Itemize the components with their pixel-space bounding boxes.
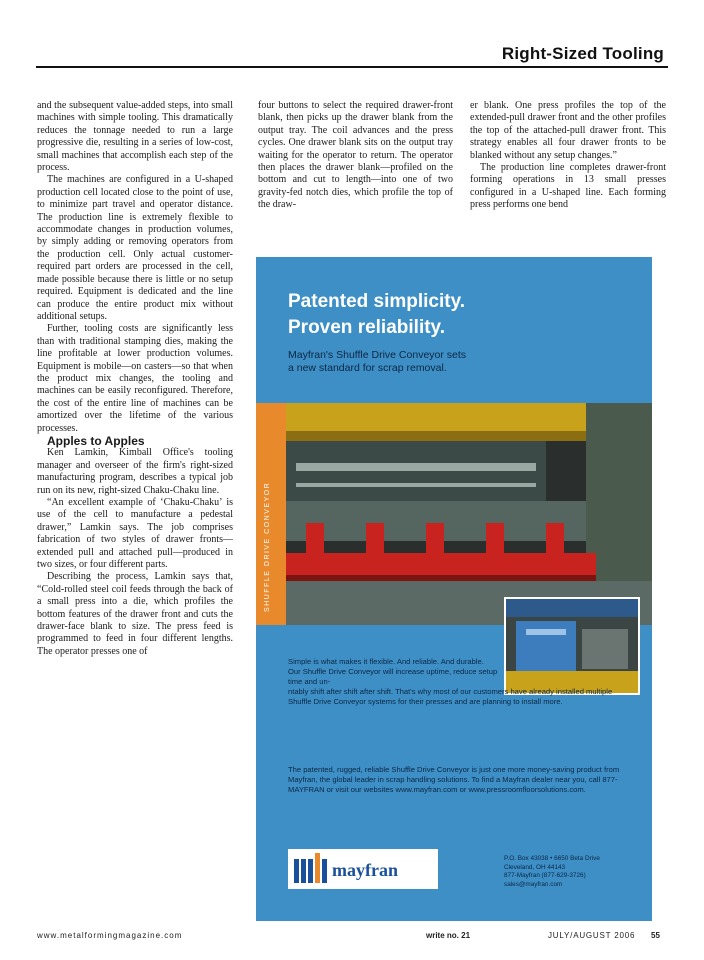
ad-headline — [288, 289, 628, 341]
conveyor-press-photo — [286, 403, 652, 625]
text-column-2 — [258, 100, 453, 212]
ad-contact-block — [504, 855, 634, 889]
ad-headline-line-2: Proven reliability. — [288, 317, 445, 338]
footer-write-number: write no. 21 — [426, 931, 471, 940]
paragraph: The machines are configured in a U-shaped production cell located close to the point of use, to minimize part travel and operator distance. The production line is extremely flexible to accommodate changes in production volumes, by simply adding or removing operators from the production cell. Only actual customer-required part orders are processed in the cell, made possible because there is little or no setup required. Equipment is dedicated and the line can produce the entire product mix without additional setups. — [37, 174, 233, 322]
ad-side-text: SHUFFLE DRIVE CONVEYOR — [264, 481, 271, 612]
text-column-3 — [470, 100, 666, 212]
mayfran-logo — [288, 849, 438, 889]
paragraph: four buttons to select the required drawer-front blank, then picks up the drawer blank from the output tray. The coil advances and the press cycles. One drawer blank sits on the output tray waiting for the operator to return. The operator then places the drawer blank—profiled on the bottom and cut to length—into one of two gravity-fed notch dies, which profile the top of the draw- — [258, 100, 453, 211]
paragraph: er blank. One press profiles the top of the extended-pull drawer front and the other profiles the top of the attached-pull drawer front. This strategy enables all four drawer fronts to be blanked without any setup changes.” — [470, 100, 666, 161]
footer-issue-date: JULY/AUGUST 2006 — [548, 931, 636, 940]
paragraph: Ken Lamkin, Kimball Office's tooling manager and overseer of the firm's right-sized manufacturing program, describes a typical job run on its new, right-sized Chaku-Chaku line. — [37, 447, 233, 496]
paragraph: Describing the process, Lamkin says that, “Cold-rolled steel coil feeds through the back of a small press into a die, which profiles the bottom features of the drawer front and cuts the drawer-face blank to size. The press feed is programmed to feed in four different lengths. The operator presses one of — [37, 571, 233, 657]
running-header-title: Right-Sized Tooling — [501, 44, 664, 63]
paragraph: and the subsequent value-added steps, into small machines with simple tooling. This dramatically reduces the tonnage needed to run a large progressive die, resulting in a series of low-cost, small machines that accomplish each step of the process. — [37, 100, 233, 174]
mayfran-advertisement — [256, 257, 652, 921]
page-number: 55 — [651, 931, 660, 940]
section-subhead: Apples to Apples — [47, 433, 145, 448]
paragraph: Further, tooling costs are significantly less than with traditional stamping dies, making the line profitable at lower production volumes. Equipment is mobile—on casters—so that when the product mix changes, the tooling and machines can be easily reconfigured. Therefore, the cost of the entire line of machines can be amortized over the lifetime of the various processes. — [37, 323, 233, 434]
paragraph: The production line completes drawer-front forming operations in 13 small presses configured in a U-shaped line. Each forming press performs one bend — [470, 162, 666, 211]
ad-orange-band — [256, 403, 286, 625]
text-column-1 — [37, 100, 233, 658]
footer-url: www.metalformingmagazine.com — [37, 931, 183, 940]
ad-tagline — [288, 349, 588, 375]
ad-headline-line-1: Patented simplicity. — [288, 291, 466, 312]
contact-line: 877-Mayfran (877-629-3726) — [504, 872, 586, 880]
contact-email: sales@mayfran.com — [504, 880, 563, 888]
ad-tagline-line-1: Mayfran's Shuffle Drive Conveyor sets — [288, 349, 467, 361]
ad-body-text-1: Simple is what makes it flexible. And reliable. And durable. Our Shuffle Drive Conveyor will increase uptime, reduce setup time and un- — [288, 657, 498, 686]
contact-line: Cleveland, OH 44143 — [504, 863, 566, 871]
svg-text:mayfran: mayfran — [332, 860, 398, 880]
header-rule — [36, 66, 668, 68]
ad-body-text-3: The patented, rugged, reliable Shuffle Drive Conveyor is just one more money-saving product from Mayfran, the global leader in scrap handling solutions. To find a Mayfran dealer near you, call 877-MAYFRAN or visit our websites www.mayfran.com or www.pressroomfloorsolutions.com. — [288, 765, 620, 794]
ad-body-text-2: ntably shift after shift after shift. That's why most of our customers have already installed multiple Shuffle Drive Conveyor systems for their presses and are planning to install more. — [288, 687, 613, 706]
paragraph: “An excellent example of ‘Chaku-Chaku’ is use of the cell to manufacture a pedestal drawer,” Lamkin says. The job comprises fabrication of two styles of drawer fronts—extended pull and attached pull—produced in two sizes, or four different parts. — [37, 497, 233, 571]
ad-tagline-line-2: a new standard for scrap removal. — [288, 362, 447, 374]
inset-machine-photo — [504, 597, 640, 695]
contact-line: P.O. Box 43038 • 6650 Beta Drive — [504, 855, 600, 862]
